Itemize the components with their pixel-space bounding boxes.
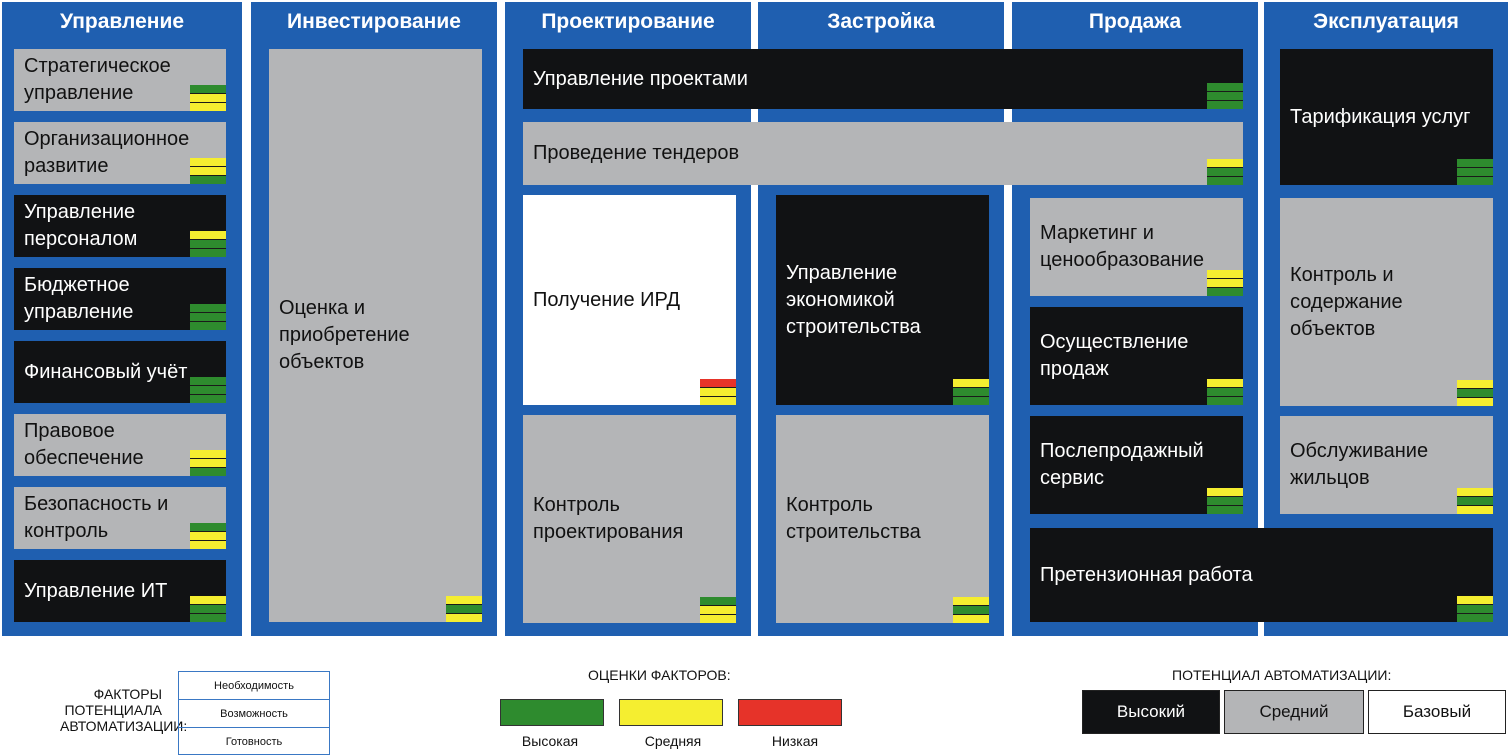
box-financial-accounting[interactable] [14, 341, 226, 403]
rating-indicator [190, 85, 226, 111]
rating-stripe-yellow [190, 540, 226, 549]
column-title: Инвестирование [287, 10, 461, 33]
box-label: Тарификация услуг [1290, 105, 1471, 128]
rating-stripe-green [1207, 83, 1243, 91]
box-label: Обслуживание жильцов [1290, 440, 1429, 489]
rating-indicator [1207, 159, 1243, 185]
rating-stripe-yellow [190, 531, 226, 540]
rating-stripe-green [953, 605, 989, 614]
rating-stripe-green [1207, 505, 1243, 514]
box-budget-management[interactable] [14, 268, 226, 330]
box-construction-control[interactable] [776, 415, 989, 623]
rating-stripe-green [1457, 604, 1493, 613]
factor-readiness: Готовность [179, 727, 329, 755]
rating-indicator [1457, 159, 1493, 185]
rating-stripe-yellow [190, 596, 226, 604]
rating-stripe-green [1207, 496, 1243, 505]
rating-high-label: Высокая [521, 733, 579, 749]
rating-stripe-yellow [700, 614, 736, 623]
rating-stripe-yellow [1207, 379, 1243, 387]
box-label: Управление персоналом [24, 201, 138, 250]
rating-mid-swatch [619, 699, 723, 726]
box-object-maintenance[interactable] [1280, 198, 1493, 406]
rating-stripe-yellow [953, 614, 989, 623]
rating-indicator [1457, 488, 1493, 514]
box-tenders[interactable] [523, 122, 1243, 185]
potential-base: Базовый [1368, 690, 1506, 734]
box-claims-work[interactable] [1030, 528, 1493, 622]
box-hr-management[interactable] [14, 195, 226, 257]
box-security-control[interactable] [14, 487, 226, 549]
rating-stripe-green [1207, 100, 1243, 109]
rating-stripe-yellow [190, 166, 226, 175]
rating-indicator [446, 596, 482, 622]
box-project-management[interactable] [523, 49, 1243, 109]
box-label: Организационное развитие [24, 128, 190, 177]
ratings-legend-title: ОЦЕНКИ ФАКТОРОВ: [588, 667, 731, 683]
rating-indicator [190, 304, 226, 330]
rating-stripe-yellow [190, 458, 226, 467]
rating-low-label: Низкая [771, 733, 819, 749]
rating-indicator [1457, 380, 1493, 406]
potential-legend-title: ПОТЕНЦИАЛ АВТОМАТИЗАЦИИ: [1172, 667, 1392, 683]
rating-stripe-green [1457, 159, 1493, 167]
rating-stripe-green [190, 85, 226, 93]
rating-stripe-yellow [1457, 488, 1493, 496]
potential-mid: Средний [1224, 690, 1364, 734]
rating-indicator [1207, 270, 1243, 296]
box-design-control[interactable] [523, 415, 736, 623]
rating-stripe-red [700, 379, 736, 387]
rating-mid-label: Средняя [644, 733, 702, 749]
rating-indicator [700, 597, 736, 623]
column-title: Управление [59, 10, 185, 33]
box-label: Осуществление продаж [1040, 331, 1189, 380]
rating-stripe-green [1457, 167, 1493, 176]
rating-low-swatch [738, 699, 842, 726]
rating-indicator [1207, 379, 1243, 405]
box-label: Маркетинг и ценообразование [1040, 222, 1205, 271]
box-label: Претензионная работа [1040, 563, 1253, 586]
rating-stripe-green [1457, 496, 1493, 505]
rating-stripe-yellow [446, 613, 482, 622]
rating-indicator [190, 158, 226, 184]
rating-stripe-yellow [700, 387, 736, 396]
box-label: Управление экономикой строительства [786, 261, 921, 338]
column-title: Застройка [827, 10, 935, 33]
box-strategic-management[interactable] [14, 49, 226, 111]
box-service-tariffing[interactable] [1280, 49, 1493, 185]
rating-stripe-yellow [190, 158, 226, 166]
rating-stripe-yellow [1457, 505, 1493, 514]
box-after-sales-service[interactable] [1030, 416, 1243, 514]
rating-stripe-green [190, 604, 226, 613]
rating-stripe-yellow [190, 231, 226, 239]
rating-stripe-yellow [190, 102, 226, 111]
rating-stripe-green [190, 312, 226, 321]
box-marketing-pricing[interactable] [1030, 198, 1243, 296]
factors-label: ФАКТОРЫ ПОТЕНЦИАЛА АВТОМАТИЗАЦИИ: [60, 686, 188, 734]
factor-possibility: Возможность [179, 699, 329, 727]
rating-stripe-yellow [953, 379, 989, 387]
box-label: Управление проектами [533, 67, 748, 90]
box-label: Правовое обеспечение [24, 420, 144, 469]
rating-stripe-green [190, 321, 226, 330]
rating-indicator [190, 596, 226, 622]
rating-stripe-yellow [700, 396, 736, 405]
rating-indicator [953, 379, 989, 405]
rating-stripe-yellow [953, 597, 989, 605]
box-it-management[interactable] [14, 560, 226, 622]
box-label: Финансовый учёт [24, 360, 188, 383]
rating-indicator [190, 523, 226, 549]
rating-stripe-yellow [446, 596, 482, 604]
rating-stripe-yellow [1207, 270, 1243, 278]
rating-stripe-green [1457, 388, 1493, 397]
rating-stripe-yellow [1207, 278, 1243, 287]
box-legal-support[interactable] [14, 414, 226, 476]
rating-stripe-yellow [1457, 380, 1493, 388]
box-label: Оценка и приобретение объектов [279, 297, 410, 373]
rating-stripe-green [190, 613, 226, 622]
rating-stripe-yellow [700, 605, 736, 614]
box-object-assessment[interactable] [269, 49, 482, 622]
rating-stripe-green [1457, 613, 1493, 622]
rating-indicator [190, 231, 226, 257]
rating-stripe-green [1207, 387, 1243, 396]
rating-stripe-green [1207, 167, 1243, 176]
box-label: Контроль строительства [786, 494, 921, 543]
rating-indicator [190, 450, 226, 476]
factor-necessity: Необходимость [214, 679, 294, 692]
rating-stripe-green [1207, 287, 1243, 296]
rating-indicator [700, 379, 736, 405]
rating-stripe-green [190, 394, 226, 403]
column-title: Продажа [1088, 10, 1182, 33]
rating-indicator [1457, 596, 1493, 622]
box-construction-economics[interactable] [776, 195, 989, 405]
rating-stripe-green [190, 304, 226, 312]
rating-indicator [1207, 83, 1243, 109]
rating-stripe-green [190, 248, 226, 257]
rating-stripe-green [700, 597, 736, 605]
rating-stripe-yellow [190, 450, 226, 458]
rating-indicator [190, 377, 226, 403]
box-resident-service[interactable] [1280, 416, 1493, 514]
rating-stripe-yellow [1457, 397, 1493, 406]
rating-stripe-green [1457, 176, 1493, 185]
box-label: Управление ИТ [24, 579, 168, 602]
box-label: Безопасность и контроль [24, 493, 169, 542]
rating-stripe-green [1207, 396, 1243, 405]
rating-indicator [1207, 488, 1243, 514]
rating-stripe-green [446, 604, 482, 613]
rating-stripe-green [190, 239, 226, 248]
rating-high-swatch [500, 699, 604, 726]
rating-stripe-green [190, 175, 226, 184]
box-organizational-development[interactable] [14, 122, 226, 184]
rating-stripe-yellow [1207, 488, 1243, 496]
rating-stripe-green [190, 523, 226, 531]
column-title: Эксплуатация [1313, 10, 1459, 33]
rating-stripe-yellow [1457, 596, 1493, 604]
rating-stripe-yellow [190, 93, 226, 102]
rating-stripe-green [1207, 91, 1243, 100]
rating-stripe-green [190, 467, 226, 476]
box-label: Проведение тендеров [533, 142, 740, 164]
rating-stripe-green [1207, 176, 1243, 185]
rating-stripe-green [190, 377, 226, 385]
box-sales-execution[interactable] [1030, 307, 1243, 405]
box-label: Стратегическое управление [24, 55, 171, 104]
box-label: Послепродажный сервис [1040, 440, 1204, 489]
box-label: Контроль проектирования [533, 494, 684, 543]
box-ird[interactable] [523, 195, 736, 405]
box-label: Бюджетное управление [24, 274, 134, 323]
rating-stripe-yellow [1207, 159, 1243, 167]
box-label: Контроль и содержание объектов [1290, 263, 1403, 340]
rating-stripe-green [953, 387, 989, 396]
factors-table [178, 671, 330, 755]
column-title: Проектирование [541, 10, 715, 33]
box-label: Получение ИРД [533, 288, 681, 311]
rating-stripe-green [953, 396, 989, 405]
potential-high: Высокий [1082, 690, 1220, 734]
rating-stripe-green [190, 385, 226, 394]
rating-indicator [953, 597, 989, 623]
